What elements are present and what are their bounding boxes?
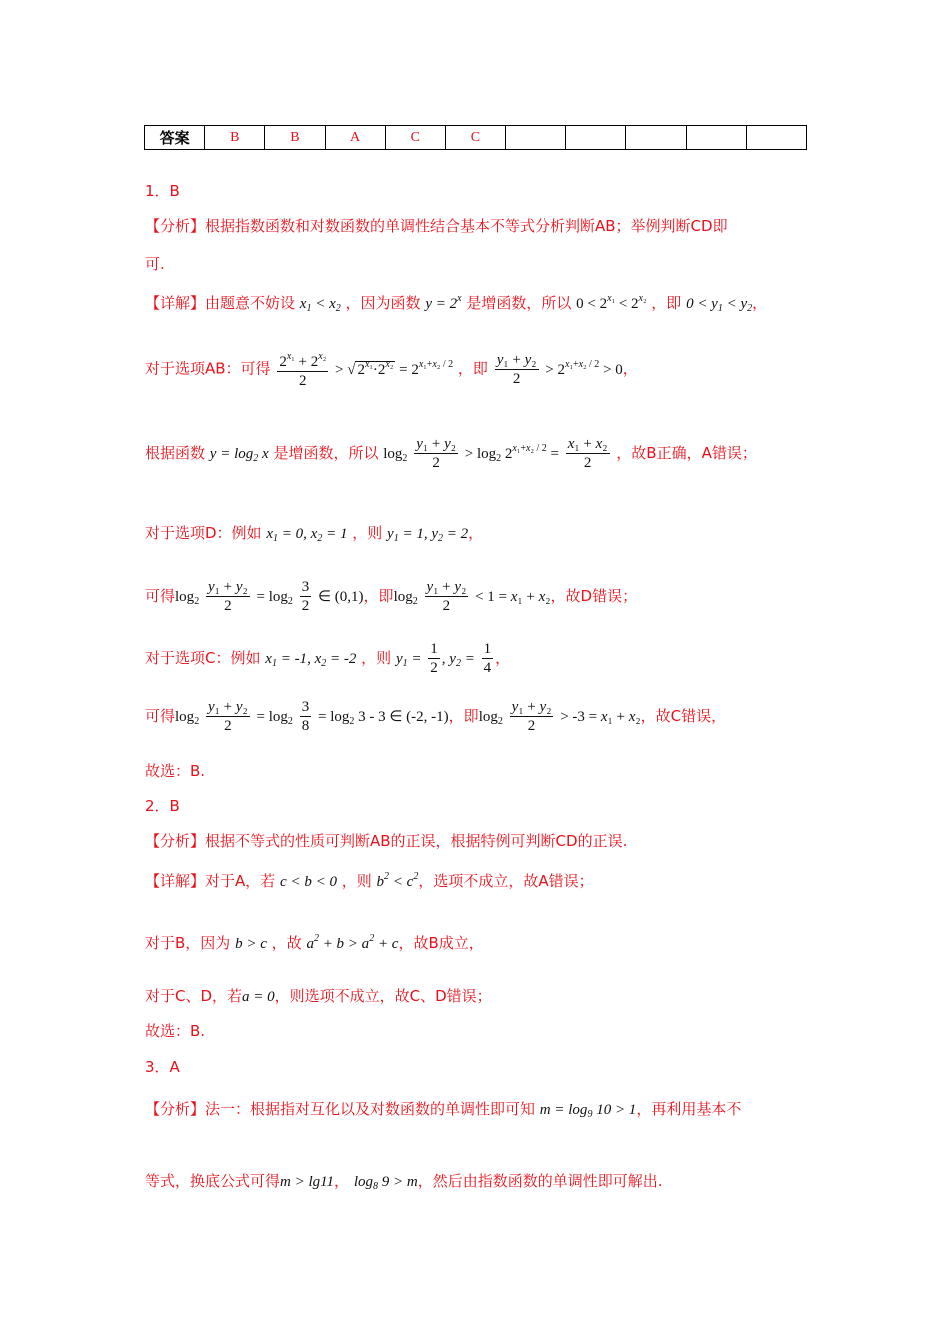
text: 【详解】由题意不妨设 [145,294,296,312]
q1-analysis-line1: 【分析】根据指数函数和对数函数的单调性结合基本不等式分析判断AB；举例判断CD即 [145,217,728,235]
answer-cell: C [385,126,445,150]
text: ，即 [651,294,682,312]
q2-title: 2．B [145,797,180,815]
text: 对于选项AB：可得 [145,359,271,378]
text: ，即 [457,359,488,378]
text: 根据函数 [145,444,206,462]
formula: $\frac{3}{8}$ [301,699,310,734]
text: 是增函数，所以 [466,294,572,312]
formula: $x_1 < x_2$ [299,296,341,314]
formula: < 1 = x₁ + x₂ [475,589,551,605]
q3-title: 3．A [145,1058,180,1076]
text: 对于选项C：例如 [145,649,261,667]
q1-detail-line3 [145,435,757,472]
q1-detail-line6 [145,640,510,677]
text: ，故C错误， [640,707,727,725]
text: ，故D错误； [550,587,638,605]
text: 可得 [145,587,176,605]
formula: > $\log_2 2^{x_1+x_2 / 2}$ = [464,443,559,464]
formula: $\log_2$ [175,589,200,607]
formula: a = 0 [242,989,275,1005]
text: 对于选项D：例如 [145,524,262,542]
text: ， [752,294,768,312]
formula: $\log_2$ [393,589,418,607]
text: ， [495,649,511,667]
text: ，因为函数 [345,294,421,312]
formula: b > c [235,936,267,952]
formula: $\frac{1}{2}$ [430,641,438,676]
q2-conclusion: 故选：B. [145,1022,206,1040]
answer-cell: B [205,126,265,150]
q2-detail-line2 [145,932,484,953]
formula: $x_1 = -1$, $x_2 = -2$ [265,651,357,669]
formula: $x_1 = 0$, $x_2 = 1$ [266,526,348,544]
text: 等式，换底公式可得 [145,1172,281,1190]
text: ， [334,1172,350,1190]
answer-cell [506,126,566,150]
formula: $\log_2$ [383,446,408,464]
text: ，故B成立， [398,934,484,952]
answer-cell [746,126,806,150]
formula: $a^2 + b > a^2 + c$ [306,933,399,952]
q3-analysis-line1 [145,1098,741,1120]
formula: $0 < y_1 < y_2$ [686,296,753,314]
formula: = $\log_2 3 - 3$ ∈ (-2, -1) [317,709,449,727]
q1-detail-line4 [145,522,483,544]
formula: > -3 = x₁ + x₂ [560,709,641,725]
answer-table [144,125,807,150]
q1-conclusion: 故选：B. [145,762,206,780]
text: ，再利用基本不 [636,1100,742,1118]
text: ，则选项不成立，故C、D错误； [274,987,492,1005]
text: 【分析】法一：根据指对互化以及对数函数的单调性即可知 [145,1100,536,1118]
formula: $b^2 < c^2$ [376,871,419,890]
formula: $\frac{1}{4}$ [483,641,492,676]
q3-analysis-line2 [145,1170,663,1192]
text: ，即 [363,587,394,605]
formula: $\frac{\text{x₁ + x₂}}{2}$ [567,436,608,471]
q2-detail-line1 [145,870,594,891]
answer-cell [626,126,686,150]
answer-cell [566,126,626,150]
formula: $\frac{\text{y₁ + y₂}}{2}$ [207,579,248,614]
text: ，则 [341,872,372,890]
q2-detail-line3 [145,985,492,1006]
formula: $\frac{3}{2}$ [301,579,310,614]
formula: ∈ (0,1) [317,589,364,605]
q1-analysis-line2: 可. [145,255,165,273]
answer-cell: B [265,126,325,150]
formula: = $\log_2$ [256,589,293,607]
formula: > √ $2^{x_1}\cdot 2^{x_2} = 2^{x_1+x_2 / 2}$ [335,358,454,378]
text: ，即 [448,707,479,725]
text: 【详解】对于A，若 [145,872,276,890]
text: 可得 [145,707,176,725]
formula: $\frac{\text{y₁ + y₂}}{2}$ [511,699,552,734]
q1-detail-line5 [145,578,637,615]
text: 是增函数，所以 [273,444,379,462]
formula: = $\log_2$ [256,709,293,727]
text: 对于B，因为 [145,934,231,952]
answer-row [145,126,807,150]
formula: $\log_2$ [175,709,200,727]
formula: $\log_2$ [478,709,503,727]
formula: $\frac{\text{y₁ + y₂}}{2}$ [207,699,248,734]
formula: $\frac{\text{y₁ + y₂}}{2}$ [496,351,537,387]
formula: > $2^{x_1+x_2 / 2} > 0$ [545,358,623,378]
formula: $\frac{\text{y₁ + y₂}}{2}$ [416,436,456,471]
formula: $m = \log_9 10 > 1$ [539,1102,637,1120]
answer-cell: C [445,126,505,150]
q1-detail-line7 [145,698,726,735]
answer-cell: A [325,126,385,150]
formula: c < b < 0 [280,874,337,890]
formula: $0 < 2^{x_1} < 2^{x_2}$ [576,293,647,312]
formula: $y = 2^x$ [425,293,462,312]
formula: , $y_2$ = [441,651,475,669]
answer-cell [686,126,746,150]
formula: $\frac{\text{y₁ + y₂}}{2}$ [426,579,467,614]
formula: $\log_8 9 > m$ [353,1174,418,1192]
text: ， [468,524,484,542]
text: ， [622,359,638,378]
formula: $\frac{2^{x_1} + 2^{x_2}}{2}$ [277,348,328,390]
answer-header: 答案 [145,126,205,150]
text: ，故B正确，A错误； [616,444,757,462]
q1-detail-line2 [145,348,638,390]
text: ，然后由指数函数的单调性即可解出. [417,1172,663,1190]
q2-analysis: 【分析】根据不等式的性质可判断AB的正误，根据特例可判断CD的正误. [145,832,628,850]
formula: $y_1$ = [395,651,422,669]
text: ，故 [271,934,302,952]
formula: m > lg11 [280,1174,335,1190]
formula: $y = \log_2 x$ [209,446,269,464]
q1-detail-line1 [145,292,767,314]
text: 对于C、D，若 [145,987,243,1005]
formula: $y_1 = 1$, $y_2 = 2$ [387,526,469,544]
text: ，选项不成立，故A错误； [418,872,594,890]
text: ，则 [352,524,383,542]
q1-title: 1．B [145,182,180,200]
text: ，则 [361,649,392,667]
